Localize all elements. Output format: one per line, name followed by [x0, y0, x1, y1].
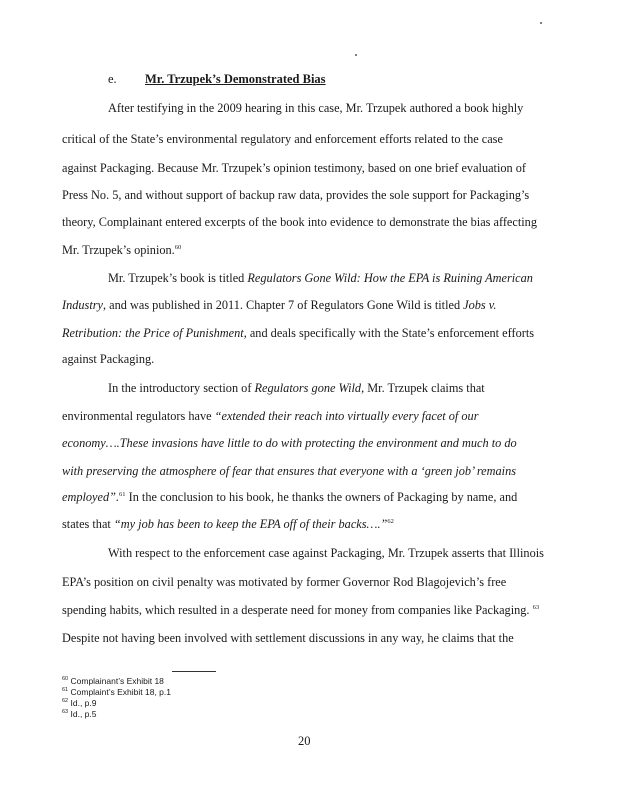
- paragraph-3-line-4: [62, 464, 516, 479]
- footnote-61: [62, 687, 171, 697]
- paragraph-3-text: states that: [62, 517, 114, 531]
- paragraph-1-line-6-text: Mr. Trzupek’s opinion.: [62, 243, 175, 257]
- paragraph-1-line-5: theory, Complainant entered excerpts of the book into evidence to demonstrate the bias affecting: [62, 215, 537, 229]
- paragraph-2-text: , and deals specifically with the State’s enforcement efforts: [243, 326, 535, 340]
- paragraph-3-line-1: [108, 381, 485, 396]
- paragraph-1-line-1: After testifying in the 2009 hearing in this case, Mr. Trzupek authored a book highly: [108, 101, 524, 115]
- section-letter: e.: [108, 72, 117, 86]
- footnote-text: Complainant’s Exhibit 18: [70, 676, 164, 686]
- paragraph-1-line-2: critical of the State’s environmental regulatory and enforcement efforts related to the case: [62, 132, 503, 146]
- paragraph-3-line-2: [62, 409, 479, 424]
- book-title-cont: Industry: [62, 298, 103, 312]
- paragraph-4-line-3: [62, 603, 539, 618]
- section-title: Mr. Trzupek’s Demonstrated Bias: [145, 72, 326, 86]
- paragraph-4-text: spending habits, which resulted in a desperate need for money from companies like Packaging.: [62, 603, 530, 617]
- paragraph-1-line-6: [62, 243, 181, 258]
- section-heading: [108, 72, 326, 87]
- paragraph-3-text: environmental regulators have: [62, 409, 215, 423]
- footnote-ref-63[interactable]: 63: [532, 604, 540, 611]
- paragraph-4-line-1: With respect to the enforcement case against Packaging, Mr. Trzupek asserts that Illinois: [108, 546, 544, 560]
- footnote-60: [62, 676, 164, 686]
- paragraph-4-line-2: EPA’s position on civil penalty was motivated by former Governor Rod Blagojevich’s free: [62, 575, 507, 589]
- footnote-text: Complaint’s Exhibit 18, p.1: [70, 687, 171, 697]
- footnote-63: [62, 709, 97, 719]
- footnote-text: Id., p.5: [70, 709, 97, 719]
- paragraph-2-text: Mr. Trzupek’s book is titled: [108, 271, 248, 285]
- paragraph-2-line-1: [108, 271, 533, 286]
- footnote-number: 61: [62, 687, 69, 693]
- quote-text: with preserving the atmosphere of fear that ensures that everyone with a ‘green job’ remains: [62, 464, 516, 478]
- paragraph-3-line-3: [62, 436, 517, 451]
- quote-text: economy….These invasions have little to do with protecting the environment and much to do: [62, 436, 517, 450]
- footnote-text: Id., p.9: [70, 698, 97, 708]
- paragraph-2-text: , and was published in 2011. Chapter 7 of Regulators Gone Wild is titled: [103, 298, 464, 312]
- footnote-number: 62: [62, 698, 69, 704]
- book-title-ref: Regulators gone Wild,: [254, 381, 365, 395]
- footnote-number: 60: [62, 676, 69, 682]
- paragraph-3-line-5: [62, 490, 517, 505]
- paragraph-3-line-6: [62, 517, 394, 532]
- quote-text: “extended their reach into virtually every facet of our: [214, 409, 479, 423]
- paragraph-3-text: Mr. Trzupek claims that: [364, 381, 485, 395]
- paragraph-2-line-2: [62, 298, 496, 313]
- chapter-title-cont: Retribution: the Price of Punishment: [62, 326, 244, 340]
- footnote-ref-62[interactable]: 62: [387, 518, 394, 525]
- footnote-ref-61[interactable]: 61: [119, 491, 126, 498]
- footnote-number: 63: [62, 709, 69, 715]
- page-number: 20: [298, 734, 311, 748]
- paragraph-2-line-4: against Packaging.: [62, 352, 155, 366]
- scan-speck: [540, 22, 542, 24]
- footnote-62: [62, 698, 97, 708]
- quote-text: employed”.: [62, 490, 120, 504]
- paragraph-1-line-4: Press No. 5, and without support of backup raw data, provides the sole support for Packaging’s: [62, 188, 530, 202]
- footnote-separator: [172, 671, 216, 672]
- chapter-title: Jobs v.: [463, 298, 497, 312]
- paragraph-2-line-3: [62, 326, 534, 341]
- paragraph-3-text: In the introductory section of: [108, 381, 255, 395]
- scan-speck: [355, 54, 357, 56]
- book-title: Regulators Gone Wild: How the EPA is Ruining American: [247, 271, 533, 285]
- quote-text: “my job has been to keep the EPA off of their backs….”: [113, 517, 388, 531]
- footnote-ref-60[interactable]: 60: [174, 244, 182, 251]
- paragraph-1-line-3: against Packaging. Because Mr. Trzupek’s opinion testimony, based on one brief evaluation of: [62, 161, 527, 175]
- paragraph-3-text: In the conclusion to his book, he thanks the owners of Packaging by name, and: [125, 490, 518, 504]
- paragraph-4-line-4: Despite not having been involved with settlement discussions in any way, he claims that the: [62, 631, 514, 645]
